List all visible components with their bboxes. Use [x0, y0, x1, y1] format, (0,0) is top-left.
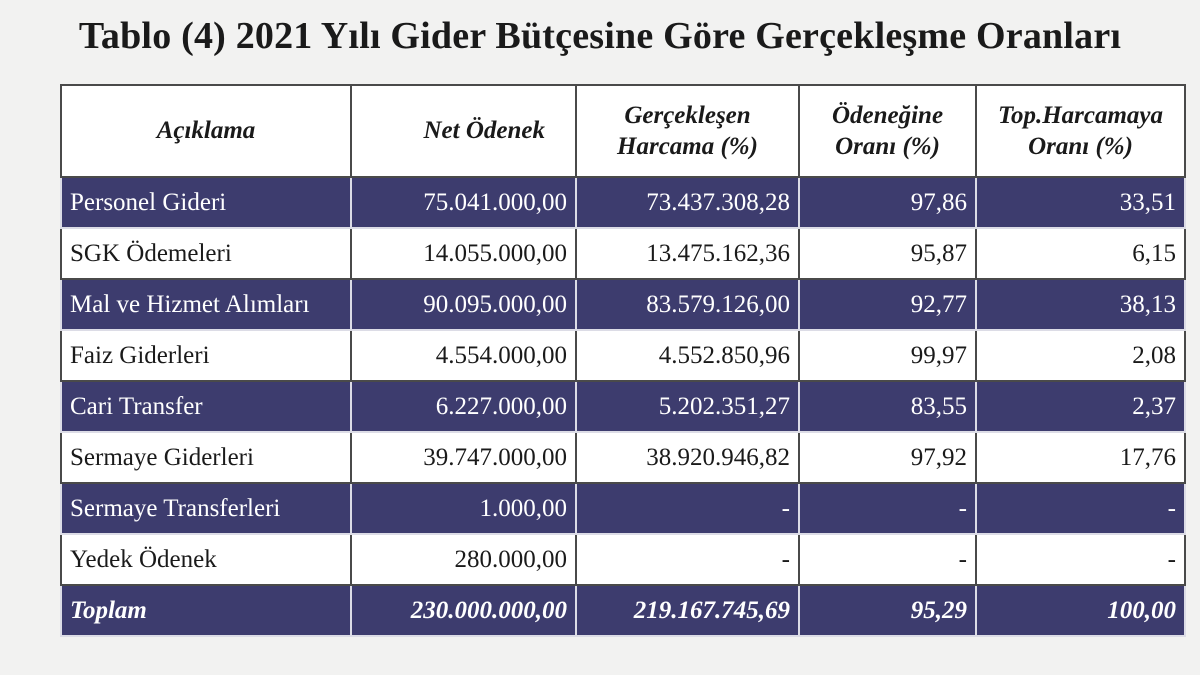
header-gerceklesen-line1: Gerçekleşen	[624, 101, 751, 129]
total-net-odenek: 230.000.000,00	[351, 585, 576, 636]
budget-table-container	[60, 84, 1184, 637]
table-header	[61, 85, 1185, 177]
row-label: Personel Gideri	[61, 177, 351, 228]
row-odenek-orani: 95,87	[799, 228, 976, 279]
header-odenegine-line2: Oranı (%)	[835, 133, 940, 160]
budget-table	[60, 84, 1186, 637]
row-top-orani: 33,51	[976, 177, 1185, 228]
row-top-orani: 2,37	[976, 381, 1185, 432]
row-top-orani: -	[976, 534, 1185, 585]
table-row	[61, 177, 1185, 228]
total-top-orani: 100,00	[976, 585, 1185, 636]
row-harcama: -	[576, 534, 799, 585]
row-odenek-orani: 92,77	[799, 279, 976, 330]
row-odenek-orani: 99,97	[799, 330, 976, 381]
row-net-odenek: 4.554.000,00	[351, 330, 576, 381]
row-harcama: 13.475.162,36	[576, 228, 799, 279]
table-row	[61, 330, 1185, 381]
table-body	[61, 177, 1185, 636]
row-label: Mal ve Hizmet Alımları	[61, 279, 351, 330]
row-label: Sermaye Transferleri	[61, 483, 351, 534]
row-net-odenek: 6.227.000,00	[351, 381, 576, 432]
page-title: Tablo (4) 2021 Yılı Gider Bütçesine Göre Gerçekleşme Oranları	[78, 15, 1122, 57]
header-gerceklesen-line2: Harcama (%)	[617, 133, 758, 160]
table-row	[61, 279, 1185, 330]
total-odenek-orani: 95,29	[799, 585, 976, 636]
row-top-orani: -	[976, 483, 1185, 534]
row-harcama: 83.579.126,00	[576, 279, 799, 330]
row-harcama: 5.202.351,27	[576, 381, 799, 432]
row-label: Sermaye Giderleri	[61, 432, 351, 483]
row-net-odenek: 1.000,00	[351, 483, 576, 534]
header-odenegine-line1: Ödeneğine	[831, 101, 944, 129]
row-top-orani: 6,15	[976, 228, 1185, 279]
header-top-line2: Oranı (%)	[1028, 133, 1133, 160]
table-row	[61, 432, 1185, 483]
row-harcama: 38.920.946,82	[576, 432, 799, 483]
row-harcama: 4.552.850,96	[576, 330, 799, 381]
row-odenek-orani: -	[799, 483, 976, 534]
row-top-orani: 2,08	[976, 330, 1185, 381]
header-top-line1: Top.Harcamaya	[997, 101, 1164, 129]
row-net-odenek: 280.000,00	[351, 534, 576, 585]
header-odenegine-orani	[799, 85, 976, 177]
row-top-orani: 17,76	[976, 432, 1185, 483]
row-label: SGK Ödemeleri	[61, 228, 351, 279]
row-harcama: 73.437.308,28	[576, 177, 799, 228]
row-net-odenek: 39.747.000,00	[351, 432, 576, 483]
table-row	[61, 381, 1185, 432]
header-aciklama: Açıklama	[61, 85, 351, 177]
row-odenek-orani: 83,55	[799, 381, 976, 432]
header-net-odenek: Net Ödenek	[351, 85, 576, 177]
table-row	[61, 483, 1185, 534]
row-net-odenek: 14.055.000,00	[351, 228, 576, 279]
row-odenek-orani: 97,92	[799, 432, 976, 483]
header-row	[61, 85, 1185, 177]
row-label: Yedek Ödenek	[61, 534, 351, 585]
row-odenek-orani: 97,86	[799, 177, 976, 228]
row-top-orani: 38,13	[976, 279, 1185, 330]
table-row	[61, 534, 1185, 585]
row-net-odenek: 90.095.000,00	[351, 279, 576, 330]
table-row	[61, 228, 1185, 279]
row-net-odenek: 75.041.000,00	[351, 177, 576, 228]
total-label: Toplam	[61, 585, 351, 636]
row-odenek-orani: -	[799, 534, 976, 585]
header-gerceklesen-harcama	[576, 85, 799, 177]
total-harcama: 219.167.745,69	[576, 585, 799, 636]
row-harcama: -	[576, 483, 799, 534]
row-label: Cari Transfer	[61, 381, 351, 432]
header-top-harcamaya-orani	[976, 85, 1185, 177]
total-row	[61, 585, 1185, 636]
row-label: Faiz Giderleri	[61, 330, 351, 381]
